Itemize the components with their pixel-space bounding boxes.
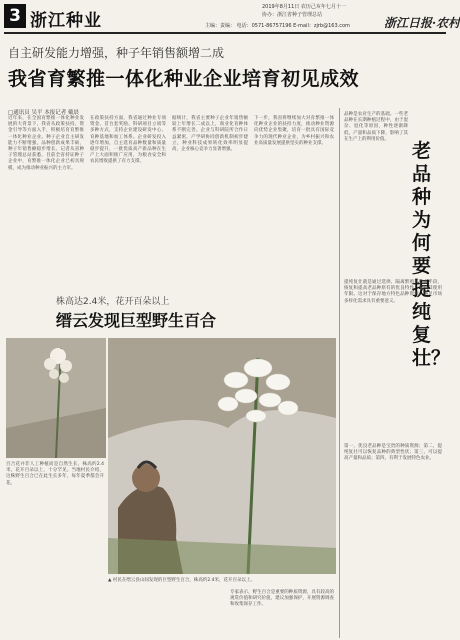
article-byline: □通讯员 吴平 本报记者 戴晨 [8, 110, 79, 116]
article-headline: 我省育繁推一体化种业企业培育初见成效 [8, 68, 360, 90]
sidebar-paragraph-1: 品种是农业生产的基础。一些老品种在长期种植过程中，由于混杂、退化等原因，种性逐渐降低，产量和品质下降，影响了其在生产上的利用价值。 [344, 112, 408, 142]
article-column-3: 据统计，我省主要种子企业年销售额较上年增长二成以上，商业化育种体系不断完善。企业与科研院所合作日益紧密，产学研协同创新机制初步建立，种业科技成果转化效率明显提高，企业核心竞争力显著增强。 [172, 116, 248, 153]
sidebar-paragraph-3: 第一，优良老品种是宝贵的种质资源；第二，提纯复壮可以恢复品种的典型性状；第三，可以提高产量和品质；第四，有利于发展特色农业。 [344, 444, 442, 462]
feature-subheadline: 株高达2.4米，花开百朵以上 [56, 297, 170, 307]
article-subheadline: 自主研发能力增强，种子年销售额增二成 [8, 46, 225, 60]
page-header [0, 0, 460, 34]
article-column-4: 下一步，我省将继续加大对育繁推一体化种业企业的扶持力度，推动种业资源向优势企业集聚，培育一批具有国际竞争力的现代种业企业，为乡村振兴和农业高质量发展提供坚实的种业支撑。 [254, 116, 334, 146]
header-meta: 协办：浙江省种子管理总站 [262, 12, 323, 18]
feature-column-2: 专家表示，野生百合是重要的种质资源，具有较高的观赏价值和研究价值，建议加强保护，开展资源调查和收集保存工作。 [230, 590, 334, 608]
feature-headline: 缙云发现巨型野生百合 [56, 311, 217, 330]
header-rule [4, 32, 446, 34]
header-date: 2019年8月11日 农历己亥年七月十一 [262, 4, 346, 10]
lily-photo-left [6, 338, 106, 458]
photo-caption: ▲ 村民在缙云县山间发现的巨型野生百合，株高约2.4米，花开百朵以上。 [108, 578, 256, 583]
sidebar-paragraph-2: 提纯复壮就是通过选择、隔离繁殖等技术手段，恢复和提高老品种原有的优良特性，延长其使用年限。这对于保存地方特色品种资源、满足市场多样化需求具有重要意义。 [344, 280, 442, 304]
section-title: 浙江种业 [30, 11, 102, 31]
newspaper-logo: 浙江日报·农村 [384, 16, 460, 30]
lily-photo-main [108, 338, 336, 574]
lily-photo-main-illustration [108, 338, 336, 574]
lily-photo-left-illustration [6, 338, 106, 458]
page-number: 3 [4, 4, 26, 28]
sidebar-title: 老品种为何要提纯复壮？ [412, 140, 451, 369]
article-column-2: 在政策扶持方面，我省通过种业专项资金、首台套奖励、科研项目立项等多种方式，支持企业建设研发中心、育种基地和加工体系。企业研发投入逐年增加，自主选育品种数量和质量稳步提升，一批优质高产新品种在生产上大面积推广应用，为粮食安全和农民增收提供了有力支撑。 [90, 116, 166, 165]
header-contact: 主编：责编： 电话：0571-86757196 E-mail：zjrb@163.com [205, 23, 350, 29]
article-column-1: 近年来，在全国育繁推一体化种业发展的大背景下，我省从政策扶持、资金引导等方面入手，积极培育育繁推一体化种业企业。种子企业自主研发能力不断增强，品种创新成果丰硕，种子年销售额稳步增长。记者从省种子管理总站获悉，目前全省持证种子企业中，育繁推一体化企业已初具规模，成为推动种业振兴的主力军。 [8, 116, 84, 171]
feature-column-1: 百合花并非人工种植而是自然生长，株高约2.4米，花开百朵以上，十分罕见。当地村民介绍，这株野生百合已在此生长多年，每年夏季都会开花。 [6, 462, 104, 486]
